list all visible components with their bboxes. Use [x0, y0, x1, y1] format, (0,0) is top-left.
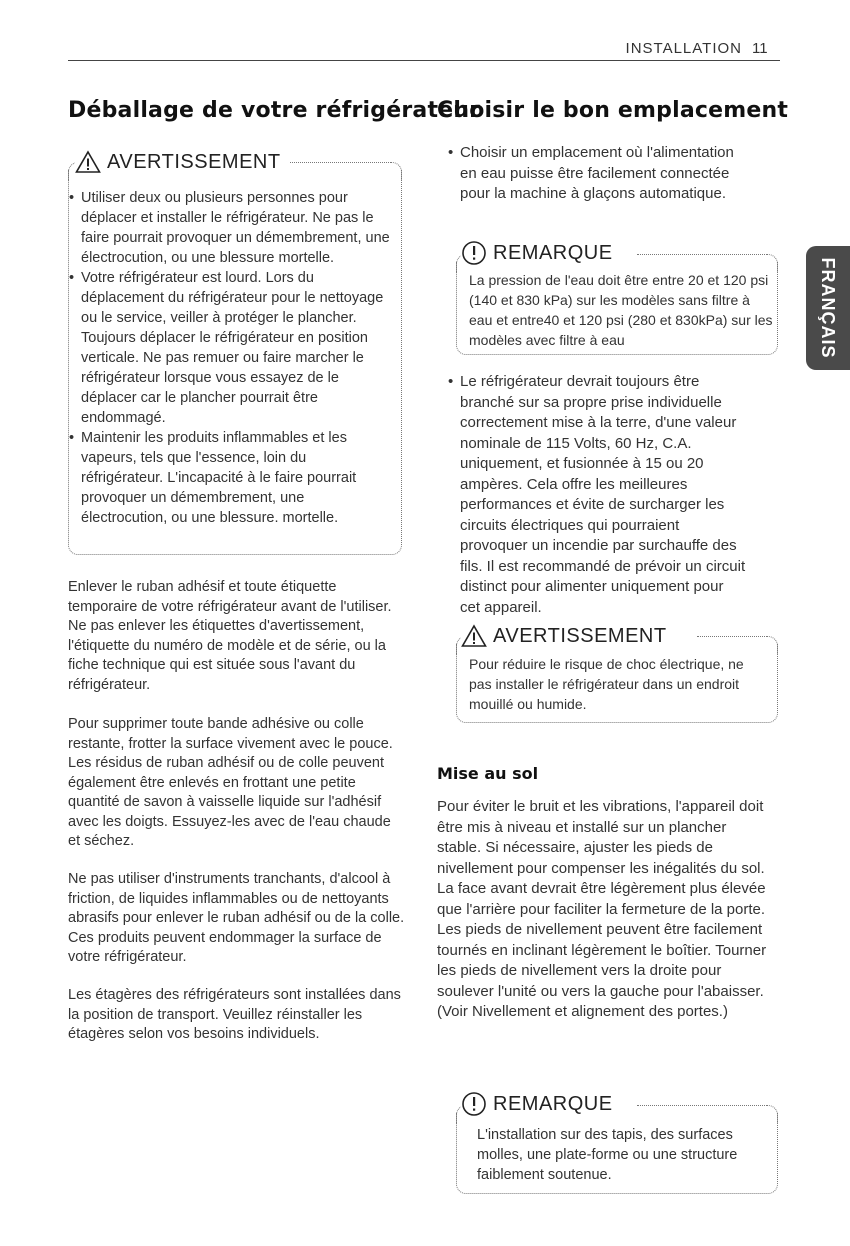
note-text: L'installation sur des tapis, des surfaces molles, une plate-forme ou une structure faiblement soutenue. — [477, 1127, 738, 1183]
note-info-icon — [461, 1091, 487, 1117]
subheading-grounding: Mise au sol — [437, 764, 539, 783]
warning-item: • Utiliser deux ou plusieurs personnes pour déplacer et installer le réfrigérateur. Ne pas le faire pourrait provoquer un démembrement, une électrocution, ou une blessure mortelle. — [67, 188, 391, 268]
warning-triangle-icon — [75, 150, 101, 174]
bullet-water-supply: • Choisir un emplacement où l'alimentation en eau puisse être facilement connectée pour la machine à glaçons automatique. — [446, 143, 746, 205]
paragraph-no-sharp-tools: Ne pas utiliser d'instruments tranchants, d'alcool à friction, de liquides inflammables ou de nettoyants abrasifs pour enlever le ruban adhésif ou de la colle. Ces produits peuvent endommager la surface de votre réfrigérateur. — [68, 871, 405, 965]
warning-box-electric-shock — [456, 624, 778, 723]
warning-item: • Votre réfrigérateur est lourd. Lors du déplacement du réfrigérateur pour le nettoyage ou le service, veiller à protéger le plancher. Toujours déplacer le réfrigérateur en position verticale. Ne pas remuer ou faire marcher le réfrigérateur lorsque vous essayez de le déplacer car le plancher pourrait être endommagé. — [67, 268, 391, 428]
warning-box-unpacking — [68, 150, 402, 555]
warning-title: AVERTISSEMENT — [493, 624, 667, 647]
heading-unpacking: Déballage de votre réfrigérateur — [68, 98, 481, 123]
warning-item: • Maintenir les produits inflammables et les vapeurs, tels que l'essence, loin du réfrigérateur. L'incapacité à le faire pourrait provoquer un démembrement, une électrocution, ou une blessure. mortelle. — [67, 428, 391, 528]
note-box-floor-surface — [456, 1092, 778, 1194]
paragraph-shelves: Les étagères des réfrigérateurs sont installées dans la position de transport. Veuillez réinstaller les étagères selon vos besoins individuels. — [68, 987, 401, 1042]
note-title: REMARQUE — [493, 241, 613, 264]
warning-triangle-icon — [461, 624, 487, 648]
note-box-water-pressure — [456, 241, 778, 355]
note-title: REMARQUE — [493, 1092, 613, 1115]
header-rule — [68, 60, 780, 61]
paragraph-adhesive-residue: Pour supprimer toute bande adhésive ou colle restante, frotter la surface vivement avec le pouce. Les résidus de ruban adhésif ou de colle peuvent également être enlevés en frottant une petite quantité de savon à vaisselle liquide sur l'adhésif avec les doigts. Essuyez-les avec de l'eau chaude et séchez. — [68, 716, 393, 849]
heading-location: Choisir le bon emplacement — [437, 98, 789, 123]
warning-text: Pour réduire le risque de choc électrique, ne pas installer le réfrigérateur dans un endroit mouillé ou humide. — [469, 656, 744, 712]
bullet-electrical: • Le réfrigérateur devrait toujours être branché sur sa propre prise individuelle correctement mise à la terre, d'une valeur nominale de 115 Volts, 60 Hz, C.A. uniquement, et fusionnée à 15 ou 20 ampères. Cela offre les meilleures performances et évite de surcharger les circuits électriques qui pourraient provoquer un incendie par surchauffe des fils. Il est recommandé de prévoir un circuit distinct pour alimenter uniquement pour cet appareil. — [446, 372, 746, 618]
running-header-section: INSTALLATION — [625, 40, 742, 57]
paragraph-remove-tape: Enlever le ruban adhésif et toute étiquette temporaire de votre réfrigérateur avant de l'utiliser. Ne pas enlever les étiquettes d'avertissement, l'étiquette du numéro de modèle et de série, ou la fiche technique qui est située sous l'avant du réfrigérateur. — [68, 579, 392, 693]
warning-title: AVERTISSEMENT — [107, 150, 281, 173]
paragraph-leveling: Pour éviter le bruit et les vibrations, l'appareil doit être mis à niveau et installé sur un plancher stable. Si nécessaire, ajuster les pieds de nivellement pour compenser les inégalités du sol. La face avant devrait être légèrement plus élevée que l'arrière pour faciliter la fermeture de la porte. Les pieds de nivellement peuvent être facilement tournés en inclinant légèrement le boîtier. Tourner les pieds de nivellement vers la droite pour soulever l'unité ou vers la gauche pour l'abaisser. (Voir Nivellement et alignement des portes.) — [437, 798, 767, 1020]
note-info-icon — [461, 240, 487, 266]
note-text: La pression de l'eau doit être entre 20 et 120 psi (140 et 830 kPa) sur les modèles sans filtre à eau et entre40 et 120 psi (280 et 830kPa) sur les modèles avec filtre à eau — [469, 272, 773, 348]
language-side-tab — [806, 246, 850, 370]
language-tab-label: FRANÇAIS — [818, 257, 839, 359]
page-number: 11 — [752, 40, 768, 57]
